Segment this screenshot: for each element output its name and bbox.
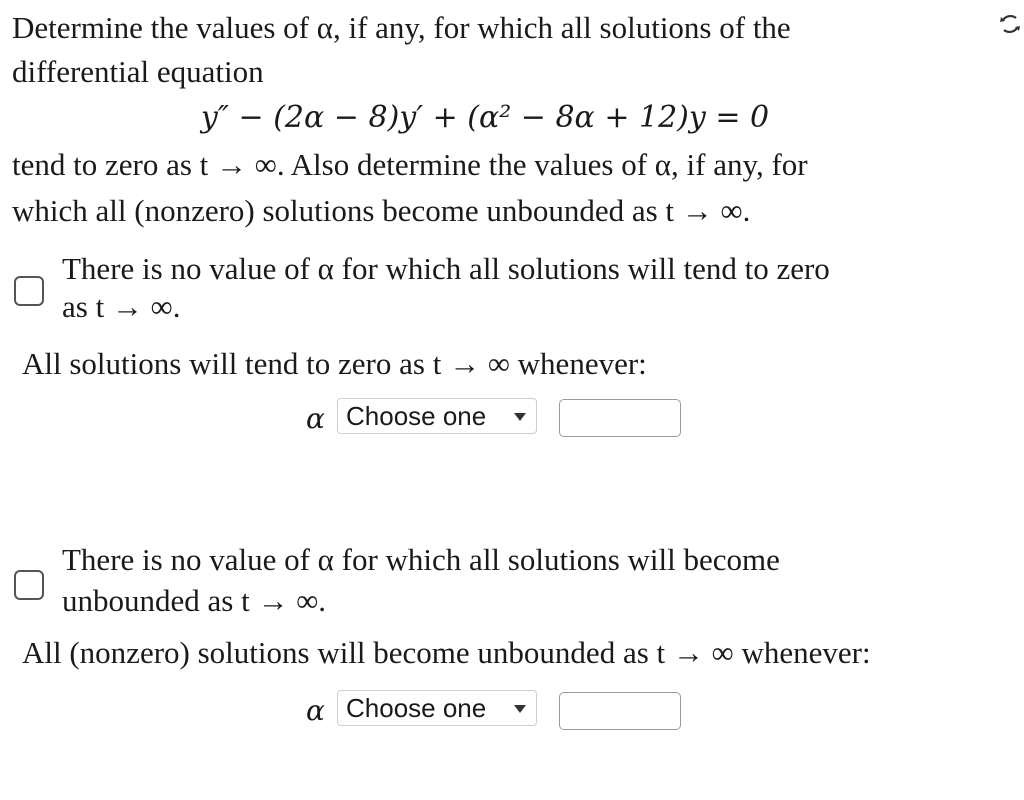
question-intro-line2: differential equation (12, 54, 264, 89)
no-value-zero-checkbox[interactable] (14, 276, 44, 306)
no-value-unbounded-label-line2: unbounded as t → ∞. (62, 583, 327, 618)
no-value-zero-label-line1: There is no value of α for which all solutions will tend to zero (62, 251, 830, 286)
no-value-unbounded-label-line1: There is no value of α for which all solutions will become (62, 542, 780, 577)
no-value-zero-label-line2: as t → ∞. (62, 289, 181, 324)
question-line4: which all (nonzero) solutions become unbounded as t → ∞. (12, 193, 751, 228)
no-value-unbounded-checkbox[interactable] (14, 570, 44, 600)
alpha-symbol-zero: α (306, 402, 325, 435)
zero-condition-value-input[interactable] (559, 399, 681, 437)
unbounded-condition-heading: All (nonzero) solutions will become unbounded as t → ∞ whenever: (22, 635, 871, 670)
unbounded-condition-select[interactable] (337, 690, 537, 726)
refresh-icon[interactable] (996, 10, 1024, 38)
zero-condition-heading: All solutions will tend to zero as t → ∞ whenever: (22, 346, 647, 381)
alpha-symbol-unbounded: α (306, 694, 325, 727)
zero-condition-select[interactable] (337, 398, 537, 434)
chevron-down-icon (514, 413, 526, 421)
question-intro-line1: Determine the values of α, if any, for which all solutions of the (12, 10, 791, 45)
question-line3: tend to zero as t → ∞. Also determine the values of α, if any, for (12, 147, 808, 182)
zero-condition-select-value: Choose one (346, 401, 487, 431)
chevron-down-icon (514, 705, 526, 713)
differential-equation: y″ − (2α − 8)y′ + (α² − 8α + 12)y = 0 (200, 100, 770, 135)
unbounded-condition-select-value: Choose one (346, 693, 487, 723)
unbounded-condition-value-input[interactable] (559, 692, 681, 730)
